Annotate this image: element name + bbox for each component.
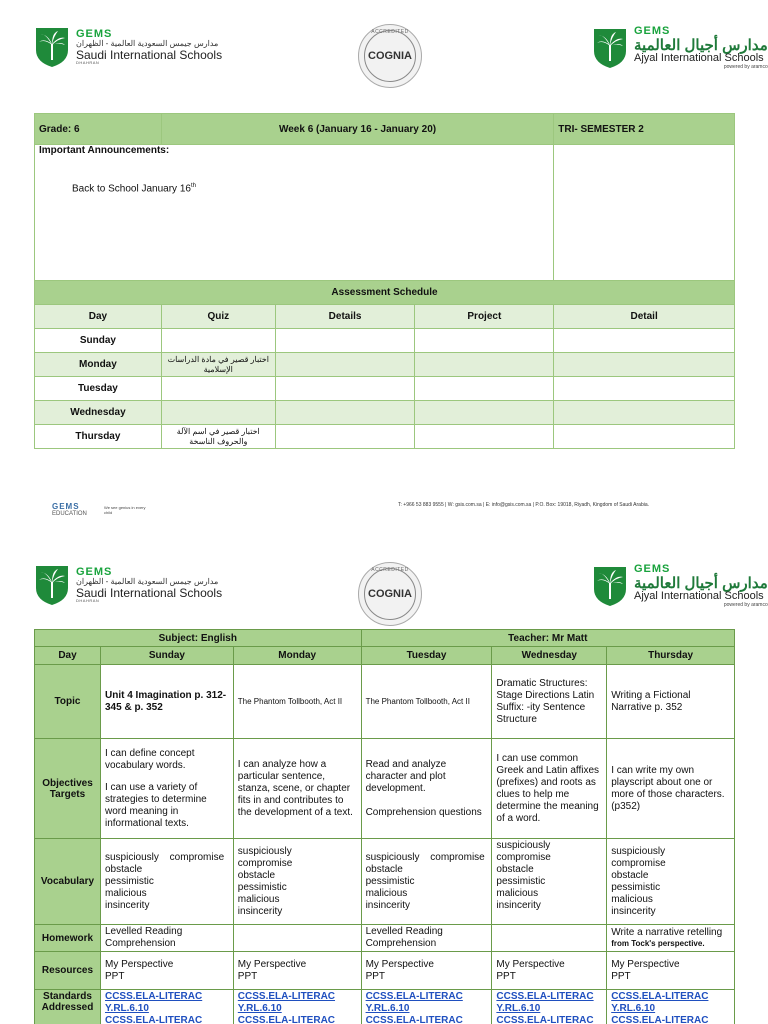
row-label: Resources — [35, 952, 101, 990]
objectives-tuesday: Read and analyze character and plot development. Comprehension questions — [361, 739, 492, 839]
announcements-title: Important Announcements: — [39, 145, 170, 156]
quiz-cell — [161, 329, 275, 353]
announcements-side-cell — [554, 145, 735, 281]
resource-ppt: PPT — [365, 970, 386, 982]
ajyal-name: Ajyal International Schools — [634, 52, 764, 65]
day-cell: Sunday — [35, 329, 162, 353]
school-location: DHAHRAN — [76, 60, 100, 66]
objectives-sunday: I can define concept vocabulary words. I can use a variety of strategies to determine word meaning in informational texts. — [100, 739, 233, 839]
standards-cell — [100, 990, 233, 1024]
vocab-word: insincerity — [611, 905, 656, 917]
page-footer — [0, 500, 768, 524]
standard-link[interactable]: CCSS.ELA-LITERAC — [237, 1015, 336, 1024]
assessment-row — [35, 329, 735, 353]
page-header — [0, 26, 768, 98]
vocab-word: obstacle — [237, 869, 276, 881]
school-name: Saudi International Schools — [76, 47, 223, 62]
topic-wednesday: Dramatic Structures: Stage Directions Latin Suffix: -ity Sentence Structure — [492, 665, 607, 739]
resource-text: My Perspective — [611, 958, 680, 970]
vocab-word: pessimistic — [237, 881, 287, 893]
vocab-word: obstacle — [496, 864, 534, 875]
school-arabic-name: مدارس جيمس السعودية العالمية - الظهران — [76, 39, 219, 49]
resource-text: My Perspective — [365, 958, 434, 970]
vocab-tuesday — [361, 839, 492, 925]
objectives-row — [35, 739, 735, 839]
teacher-label: Teacher: Mr Matt — [361, 630, 734, 647]
resource-text: My Perspective — [104, 958, 174, 970]
col-day: Day — [35, 305, 162, 329]
day-cell: Tuesday — [35, 377, 162, 401]
vocab-word: suspiciously compromise — [611, 845, 666, 869]
footer-motto: We see genius in every child — [104, 505, 146, 515]
vocab-word: suspiciously compromise — [237, 845, 293, 869]
vocab-thursday — [607, 839, 735, 925]
assessment-row — [35, 401, 735, 425]
gsis-logo: GEMS مدارس جيمس السعودية العالمية - الظهران Saudi International Schools DHAHRAN — [34, 564, 222, 606]
standard-link[interactable]: CCSS.ELA-LITERAC — [365, 991, 463, 1002]
standards-cell — [233, 990, 361, 1024]
vocab-word: insincerity — [237, 905, 283, 917]
row-label: Homework — [35, 925, 101, 952]
day-cell: Thursday — [35, 425, 162, 449]
topic-row — [35, 665, 735, 739]
announcements-cell — [35, 145, 554, 281]
palm-crest-icon — [592, 565, 628, 607]
cognia-badge: ACCREDITED COGNIA — [358, 562, 422, 626]
vocab-word: obstacle — [611, 869, 649, 881]
subject-label: Subject: English — [35, 630, 362, 647]
topic-tuesday: The Phantom Tollbooth, Act II — [361, 665, 492, 739]
day-cell: Monday — [35, 353, 162, 377]
ajyal-logo — [592, 26, 768, 70]
standards-cell — [361, 990, 492, 1024]
vocab-word: insincerity — [496, 900, 541, 911]
vocab-word: pessimistic — [611, 881, 661, 893]
col-detail: Detail — [554, 305, 735, 329]
standard-link[interactable]: Y.RL.6.10 — [496, 1003, 541, 1014]
objectives-thursday: I can write my own playscript about one or more of those characters. (p352) — [607, 739, 735, 839]
resources-cell — [233, 952, 361, 990]
vocab-word: obstacle — [365, 863, 403, 875]
vocab-word: malicious — [496, 888, 539, 899]
standard-link[interactable]: CCSS.ELA-LITERAC — [611, 1015, 709, 1024]
homework-monday — [233, 925, 361, 952]
homework-sunday: Levelled Reading Comprehension — [100, 925, 233, 952]
standards-cell — [607, 990, 735, 1024]
assessment-row — [35, 353, 735, 377]
quiz-cell — [161, 377, 275, 401]
resource-text: My Perspective — [496, 958, 565, 970]
quiz-cell: اختبار قصير في مادة الدراسات الإسلامية — [161, 353, 275, 377]
cognia-badge — [358, 24, 422, 88]
week-label: Week 6 (January 16 - January 20) — [161, 114, 553, 145]
assessment-title: Assessment Schedule — [35, 281, 735, 305]
vocab-word: malicious — [611, 893, 653, 905]
row-label: Vocabulary — [35, 839, 101, 925]
resources-row — [35, 952, 735, 990]
announcement-item: Back to School January 16th — [72, 183, 196, 195]
col-sunday: Sunday — [100, 647, 233, 665]
vocab-word: insincerity — [104, 899, 150, 911]
palm-crest-icon — [34, 26, 70, 68]
homework-wednesday — [492, 925, 607, 952]
vocab-word: malicious — [104, 887, 147, 899]
palm-crest-icon — [34, 564, 70, 606]
assessment-row — [35, 377, 735, 401]
standard-link[interactable]: CCSS.ELA-LITERAC — [104, 1015, 203, 1024]
aramco-tag: powered by aramco — [723, 63, 768, 70]
gems-education-logo: GEMS EDUCATION — [52, 502, 87, 517]
standard-link[interactable]: CCSS.ELA-LITERAC — [365, 1015, 463, 1024]
col-monday: Monday — [233, 647, 361, 665]
resource-ppt: PPT — [496, 970, 516, 982]
resource-text: My Perspective — [237, 958, 307, 970]
col-thursday: Thursday — [607, 647, 735, 665]
vocab-word: pessimistic — [104, 875, 154, 887]
standards-cell — [492, 990, 607, 1024]
day-cell: Wednesday — [35, 401, 162, 425]
col-quiz: Quiz — [161, 305, 275, 329]
resources-cell — [361, 952, 492, 990]
badge-word: COGNIA — [368, 50, 412, 62]
vocab-word: suspiciously compromise — [104, 851, 225, 863]
homework-tuesday: Levelled Reading Comprehension — [361, 925, 492, 952]
objectives-wednesday: I can use common Greek and Latin affixes (prefixes) and roots as clues to help me determine the meaning of a word. — [492, 739, 607, 839]
col-project: Project — [415, 305, 554, 329]
resource-ppt: PPT — [611, 970, 631, 982]
assessment-row — [35, 425, 735, 449]
vocab-word: suspiciously — [496, 840, 551, 851]
vocab-sunday — [100, 839, 233, 925]
palm-crest-icon — [592, 27, 628, 69]
row-label: Objectives Targets — [35, 739, 101, 839]
term-label: TRI- SEMESTER 2 — [554, 114, 735, 145]
col-details: Details — [275, 305, 415, 329]
objectives-monday: I can analyze how a particular sentence, stanza, scene, or chapter fits in and contributes to the development of a text. — [233, 739, 361, 839]
resource-ppt: PPT — [237, 970, 258, 982]
quiz-cell: اختبار قصير في اسم الآلة والحروف الناسخة — [161, 425, 275, 449]
grade-label: Grade: 6 — [35, 114, 162, 145]
resources-cell — [607, 952, 735, 990]
homework-thursday: Write a narrative retelling from Tock's perspective. — [607, 925, 735, 952]
col-tuesday: Tuesday — [361, 647, 492, 665]
badge-ring-text: ACCREDITED — [371, 29, 409, 35]
standards-row — [35, 990, 735, 1024]
vocab-word: malicious — [365, 887, 408, 899]
topic-sunday: Unit 4 Imagination p. 312-345 & p. 352 — [100, 665, 233, 739]
standard-link[interactable]: CCSS.ELA-LITERAC — [496, 1015, 594, 1024]
homework-row — [35, 925, 735, 952]
topic-monday: The Phantom Tollbooth, Act II — [233, 665, 361, 739]
footer-contact: T: +966 53 883 9555 | W: gsis.com.sa | E: info@gsis.com.sa | P.O. Box: 19018, Riyadh, Kingdom of Saudi Arabia. — [398, 502, 650, 508]
col-day: Day — [35, 647, 101, 665]
english-plan-table — [34, 629, 735, 1024]
vocab-word: obstacle — [104, 863, 143, 875]
standard-link[interactable]: Y.RL.6.10 — [611, 1003, 656, 1014]
vocab-word: pessimistic — [496, 876, 546, 887]
page-header — [0, 564, 768, 636]
ajyal-logo: GEMS مدارس أجيال العالمية Ajyal International Schools powered by aramco — [592, 564, 768, 608]
row-label: Standards Addressed — [35, 990, 101, 1024]
standard-link[interactable]: CCSS.ELA-LITERAC — [611, 991, 709, 1002]
standard-link[interactable]: Y.RL.6.10 — [104, 1003, 149, 1014]
vocab-word: pessimistic — [365, 875, 415, 887]
col-wednesday: Wednesday — [492, 647, 607, 665]
vocab-monday — [233, 839, 361, 925]
vocab-word: compromise — [496, 852, 551, 863]
gsis-logo — [34, 26, 222, 68]
vocab-word: suspiciously compromise — [365, 851, 485, 863]
standard-link[interactable]: Y.RL.6.10 — [237, 1003, 282, 1014]
resources-cell — [492, 952, 607, 990]
standard-link[interactable]: CCSS.ELA-LITERAC — [237, 991, 336, 1002]
standard-link[interactable]: CCSS.ELA-LITERAC — [104, 991, 203, 1002]
weekly-plan-table — [34, 113, 735, 449]
quiz-cell — [161, 401, 275, 425]
gems-brand: GEMS — [76, 27, 113, 40]
vocab-word: malicious — [237, 893, 280, 905]
row-label: Topic — [35, 665, 101, 739]
topic-thursday: Writing a Fictional Narrative p. 352 — [607, 665, 735, 739]
vocab-word: insincerity — [365, 899, 411, 911]
vocabulary-row — [35, 839, 735, 925]
gems-brand: GEMS — [634, 25, 671, 37]
ajyal-arabic-name: مدارس أجيال العالمية — [634, 36, 768, 54]
standard-link[interactable]: Y.RL.6.10 — [365, 1003, 410, 1014]
standard-link[interactable]: CCSS.ELA-LITERAC — [496, 991, 594, 1002]
resource-ppt: PPT — [104, 970, 125, 982]
vocab-wednesday — [492, 839, 607, 925]
resources-cell — [100, 952, 233, 990]
